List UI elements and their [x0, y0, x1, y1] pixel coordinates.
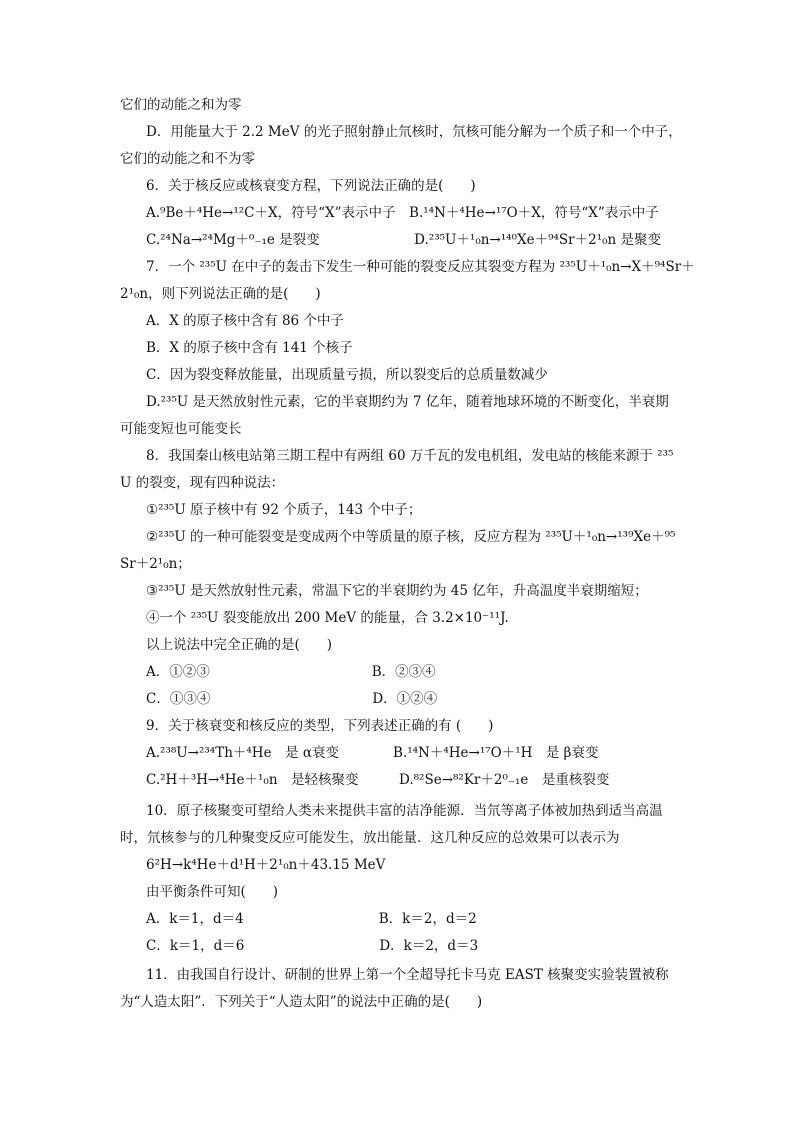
question-6: 6．关于核反应或核衰变方程，下列说法正确的是( ) [146, 178, 476, 194]
text-line: U 的裂变，现有四种说法： [120, 475, 285, 491]
text-line: 它们的动能之和为零 [120, 97, 242, 113]
question-11: 11．由我国自行设计、研制的世界上第一个全超导托卡马克 EAST 核聚变实验装置被称 [146, 967, 669, 983]
text-line: Sr＋2¹₀n； [120, 556, 191, 572]
q8-options-ab: A．①②③ B．②③④ [146, 664, 436, 680]
q10-equation: 6²H→k⁴He＋d¹H＋2¹₀n＋43.15 MeV [146, 857, 386, 873]
q6-options-cd: C.²⁴Na→²⁴Mg＋⁰₋₁e 是裂变 D.²³⁵U＋¹₀n→¹⁴⁰Xe＋⁹⁴Sr＋2¹₀n 是聚变 [146, 232, 661, 248]
q9-options-ab: A.²³⁸U→²³⁴Th＋⁴He 是 α衰变 B.¹⁴N＋⁴He→¹⁷O＋¹H 是 β衰变 [146, 745, 599, 761]
q7-option-a: A．X 的原子核中含有 86 个中子 [146, 313, 344, 329]
option-d: D．用能量大于 2.2 MeV 的光子照射静止氘核时，氘核可能分解为一个质子和一个中子， [146, 124, 682, 140]
q8-options-cd: C．①③④ D．①②④ [146, 691, 438, 707]
q10-options-cd: C．k＝1，d＝6 D．k＝2，d＝3 [146, 938, 479, 954]
text-line: 为“人造太阳”．下列关于“人造太阳”的说法中正确的是( ) [120, 994, 483, 1010]
q7-option-d: D.²³⁵U 是天然放射性元素，它的半衰期约为 7 亿年，随着地球环境的不断变化，半衰期 [146, 394, 669, 410]
q7-option-c: C．因为裂变释放能量，出现质量亏损，所以裂变后的总质量数减少 [146, 367, 548, 383]
q8-statement-1: ①²³⁵U 原子核中有 92 个质子，143 个中子； [146, 502, 422, 518]
question-9: 9．关于核衰变和核反应的类型，下列表述正确的有 ( ) [146, 718, 494, 734]
q7-option-b: B．X 的原子核中含有 141 个核子 [146, 340, 353, 356]
q8-statement-2: ②²³⁵U 的一种可能裂变是变成两个中等质量的原子核，反应方程为 ²³⁵U＋¹₀n→¹³⁹Xe＋⁹⁵ [146, 529, 676, 545]
q8-statement-4: ④一个 ²³⁵U 裂变能放出 200 MeV 的能量，合 3.2×10⁻¹¹J. [146, 610, 509, 626]
text-line: 时，氘核参与的几种聚变反应可能发生，放出能量．这几种反应的总效果可以表示为 [120, 830, 620, 846]
q10-prompt: 由平衡条件可知( ) [146, 884, 279, 900]
question-8: 8．我国秦山核电站第三期工程中有两组 60 万千瓦的发电机组，发电站的核能来源于 ²³⁵ [146, 448, 674, 464]
text-line: 它们的动能之和不为零 [120, 151, 255, 167]
question-10: 10．原子核聚变可望给人类未来提供丰富的洁净能源．当氘等离子体被加热到适当高温 [146, 803, 663, 819]
q10-options-ab: A．k＝1，d＝4 B．k＝2，d＝2 [146, 911, 477, 927]
q8-statement-3: ③²³⁵U 是天然放射性元素，常温下它的半衰期约为 45 亿年，升高温度半衰期缩短； [146, 583, 648, 599]
question-7: 7．一个 ²³⁵U 在中子的轰击下发生一种可能的裂变反应其裂变方程为 ²³⁵U＋¹₀n→X＋⁹⁴Sr＋ [146, 259, 695, 275]
text-line: 2¹₀n，则下列说法正确的是( ) [120, 286, 321, 302]
q9-options-cd: C.²H＋³H→⁴He＋¹₀n 是轻核聚变 D.⁸²Se→⁸²Kr＋2⁰₋₁e 是重核裂变 [146, 772, 610, 788]
q6-options-ab: A.⁹Be＋⁴He→¹²C＋X，符号“X”表示中子 B.¹⁴N＋⁴He→¹⁷O＋X，符号“X”表示中子 [146, 205, 659, 221]
text-line: 可能变短也可能变长 [120, 421, 242, 437]
q8-prompt: 以上说法中完全正确的是( ) [146, 637, 333, 653]
